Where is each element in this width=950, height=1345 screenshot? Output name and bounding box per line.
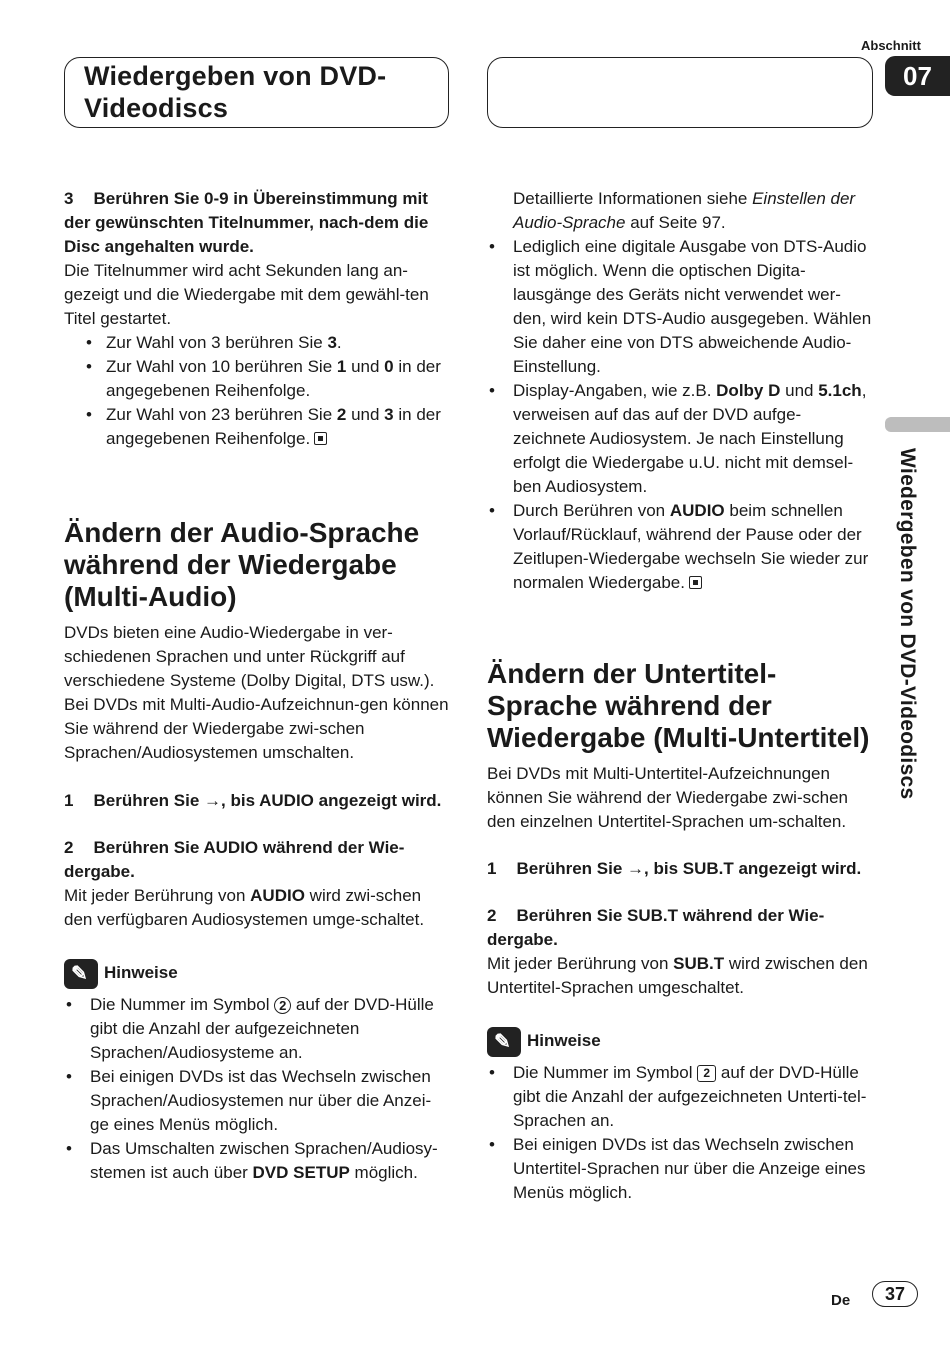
list-item: • Bei einigen DVDs ist das Wechseln zwischen Sprachen/Audiosystemen nur über die Anzei-ge eines Menüs möglich. (64, 1065, 449, 1137)
audio-intro: DVDs bieten eine Audio-Wiedergabe in ver-schiedenen Sprachen und unter Rückgriff auf verschiedene Systeme (Dolby Digital, DTS usw.). Bei DVDs mit Multi-Audio-Aufzeichnun-gen können Sie während der Wiedergabe zwi-schen Sprachen/Audiosystemen umschalten. (64, 623, 449, 762)
step-3-title: 3 Berühren Sie 0-9 in Übereinstimmung mit der gewünschten Titelnummer, nach-dem die Disc angehalten wurde. (64, 189, 429, 256)
list-item: • Die Nummer im Symbol 2 auf der DVD-Hülle gibt die Anzahl der aufgezeichneten Sprachen/Audiosysteme an. (64, 993, 449, 1065)
list-item: • Durch Berühren von AUDIO beim schnellen Vorlauf/Rücklauf, während der Pause oder der Zeitlupen-Wiedergabe wechseln Sie wieder zur normalen Wiedergabe. (487, 499, 873, 595)
header-empty-box (487, 57, 873, 128)
audio-notes-list (487, 235, 873, 595)
page-title-line2: Videodiscs (84, 93, 229, 123)
subtitle-language-symbol-icon: 2 (697, 1065, 716, 1082)
step-3-body: Die Titelnummer wird acht Sekunden lang an-gezeigt und die Wiedergabe mit dem gewähl-ten Titel gestartet. (64, 261, 429, 328)
arrow-right-icon: → (627, 859, 645, 878)
list-item: • Display-Angaben, wie z.B. Dolby D und 5.1ch, verweisen auf das auf der DVD aufge-zeichnete Audiosystem. Je nach Einstellung erfolgt die Wiedergabe u.U. nicht mit demsel-ben Audiosystem. (487, 379, 873, 499)
pencil-note-icon (487, 1027, 521, 1057)
subtitle-step-2-body: Mit jeder Berührung von SUB.T wird zwischen den Untertitel-Sprachen umgeschaltet. (487, 954, 868, 997)
audio-section-heading: Ändern der Audio-Sprache während der Wiedergabe (Multi-Audio) (64, 517, 420, 612)
section-number: 07 (885, 56, 950, 96)
pencil-note-icon (64, 959, 98, 989)
footer-language: De (831, 1292, 851, 1309)
subtitle-step-1: 1 Berühren Sie →, bis SUB.T angezeigt wird. (487, 859, 862, 878)
notes-list (487, 1061, 873, 1205)
page-title-line1: Wiedergeben von DVD- (84, 61, 387, 91)
list-item: • Zur Wahl von 3 berühren Sie 3. (84, 331, 449, 355)
arrow-right-icon: → (204, 791, 222, 810)
page-title (84, 60, 444, 124)
notes-heading: ✎Hinweise (487, 1026, 873, 1057)
end-mark-icon (689, 576, 702, 589)
list-item: • Bei einigen DVDs ist das Wechseln zwischen Untertitel-Sprachen nur über die Anzeige eines Menüs möglich. (487, 1133, 873, 1205)
notes-list (64, 993, 449, 1185)
notes-heading: ✎Hinweise (64, 958, 449, 989)
audio-step-2-title: 2 Berühren Sie AUDIO während der Wie-dergabe. (64, 838, 405, 881)
side-chapter-title: Wiedergeben von DVD-Videodiscs (896, 448, 919, 800)
subtitle-section-body (487, 762, 873, 1205)
section-label: Abschnitt (861, 38, 921, 53)
list-item: • Die Nummer im Symbol 2 auf der DVD-Hülle gibt die Anzahl der aufgezeichneten Unterti-tel-Sprachen an. (487, 1061, 873, 1133)
subtitle-step-2-title: 2 Berühren Sie SUB.T während der Wie-dergabe. (487, 906, 825, 949)
right-column-top (487, 187, 873, 595)
page-number: 37 (872, 1281, 918, 1307)
audio-step-1: 1 Berühren Sie →, bis AUDIO angezeigt wird. (64, 791, 442, 810)
subtitle-intro: Bei DVDs mit Multi-Untertitel-Aufzeichnungen können Sie während der Wiedergabe zwi-schen den einzelnen Untertitel-Sprachen um-schalten. (487, 764, 848, 831)
list-item: • Lediglich eine digitale Ausgabe von DTS-Audio ist möglich. Wenn die optischen Digita-lausgänge des Geräts nicht verwendet wer-den, wird kein DTS-Audio ausgegeben. Wählen Sie daher eine von DTS abweichende Audio-Einstellung. (487, 235, 873, 379)
end-mark-icon (314, 432, 327, 445)
audio-language-symbol-icon: 2 (274, 997, 291, 1014)
subtitle-section-heading: Ändern der Untertitel-Sprache während der Wiedergabe (Multi-Untertitel) (487, 658, 870, 753)
step-3-list (84, 331, 449, 451)
audio-section-body (64, 621, 449, 1185)
list-item: • Das Umschalten zwischen Sprachen/Audiosy-stemen ist auch über DVD SETUP möglich. (64, 1137, 449, 1185)
list-item: • Zur Wahl von 23 berühren Sie 2 und 3 in der angegebenen Reihenfolge. (84, 403, 449, 451)
continued-text: Detaillierte Informationen siehe Einstellen der Audio-Sprache auf Seite 97. (513, 189, 856, 232)
audio-step-2-body: Mit jeder Berührung von AUDIO wird zwi-schen den verfügbaren Audiosystemen umge-schaltet. (64, 886, 425, 929)
list-item: • Zur Wahl von 10 berühren Sie 1 und 0 in der angegebenen Reihenfolge. (84, 355, 449, 403)
left-column (64, 187, 449, 451)
side-tab (885, 417, 950, 432)
